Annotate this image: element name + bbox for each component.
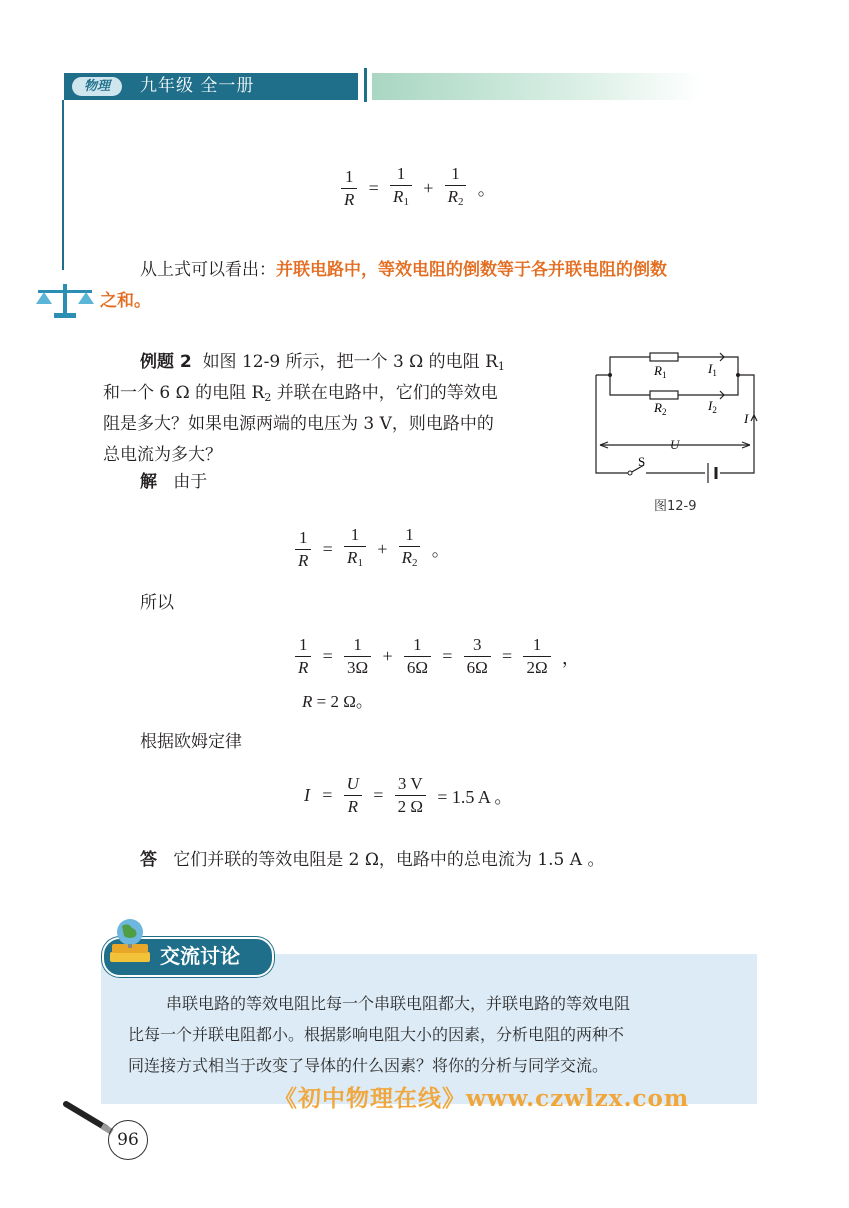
subject-badge-label: 物理	[83, 79, 110, 94]
conclusion-line-2: 之和。	[100, 291, 151, 311]
formula-computation: $\frac{1}{R}$ = $\frac{1}{3\Omega}$ + $\frac{1}{6\Omega}$ = $\frac{3}{6\Omega}$ = $\frac{1}{2\Omega}$ ，	[292, 634, 584, 679]
solution-ohm: 根据欧姆定律	[140, 732, 242, 752]
balance-scale-icon	[34, 282, 96, 320]
figure-caption: 图12-9	[654, 499, 697, 514]
example-line-4: 总电流为多大？	[103, 445, 222, 465]
margin-rule	[62, 100, 64, 270]
label-i2: $I_2$	[708, 398, 717, 415]
discussion-line-3: 同连接方式相当于改变了导体的什么因素？将你的分析与同学交流。	[128, 1056, 609, 1075]
label-r1: $R_1$	[654, 363, 667, 380]
formula-result-r: R = 2 Ω。	[302, 692, 373, 711]
example-line-3: 阻是多大？如果电源两端的电压为 3 V，则电路中的	[103, 414, 494, 434]
watermark: 《初中物理在线》www.czwlzx.com	[274, 1085, 690, 1112]
formula-reciprocal-sum: $\frac{1}{R}$ = $\frac{1}{R_1}$ + $\frac{1}{R_2}$ 。	[338, 163, 500, 213]
circuit-diagram	[590, 345, 770, 495]
page-number: 96	[108, 1120, 148, 1160]
label-s: S	[638, 454, 646, 469]
solution-intro: 解 由于	[140, 472, 208, 492]
example-label: 例题 2	[140, 352, 192, 372]
globe-books-icon	[104, 914, 160, 970]
header-gradient-band	[372, 73, 702, 100]
discussion-title: 交流讨论	[160, 944, 240, 968]
conclusion-lead: 从上式可以看出：	[140, 260, 276, 280]
conclusion-highlight: 并联电路中，等效电阻的倒数等于各并联电阻的倒数	[276, 260, 667, 280]
header-separator	[364, 68, 367, 102]
label-i: I	[744, 411, 749, 426]
subject-badge	[72, 77, 122, 96]
solution-so: 所以	[140, 593, 174, 613]
solution-label: 解	[140, 472, 157, 492]
conclusion-line-1	[140, 254, 667, 286]
answer-line: 答 它们并联的等效电阻是 2 Ω，电路中的总电流为 1.5 A 。	[140, 850, 605, 870]
junction-dot-left	[608, 373, 612, 377]
formula-recall: $\frac{1}{R}$ = $\frac{1}{R_1}$ + $\frac{1}{R_2}$ 。	[292, 524, 454, 574]
answer-label: 答	[140, 850, 157, 870]
label-u: U	[670, 437, 680, 452]
discussion-line-2: 比每一个并联电阻都小。根据影响电阻大小的因素，分析电阻的两种不	[128, 1025, 625, 1044]
junction-dot-right	[736, 373, 740, 377]
example-line-2: 和一个 6 Ω 的电阻 $R_2$ 并联在电路中，它们的等效电	[103, 383, 498, 404]
switch-contact	[628, 471, 632, 475]
example-line-1: 例题 2 如图 12-9 所示，把一个 3 Ω 的电阻 $R_1$	[140, 352, 505, 373]
label-r2: $R_2$	[654, 400, 667, 417]
discussion-line-1: 串联电路的等效电阻比每一个串联电阻都大，并联电路的等效电阻	[166, 994, 631, 1013]
book-title: 九年级 全一册	[140, 76, 255, 96]
label-i1: $I_1$	[708, 361, 717, 378]
formula-ohm: I = $\frac{U}{R}$ = $\frac{3 V}{2 \Omega}$ = 1.5 A 。	[304, 774, 513, 816]
